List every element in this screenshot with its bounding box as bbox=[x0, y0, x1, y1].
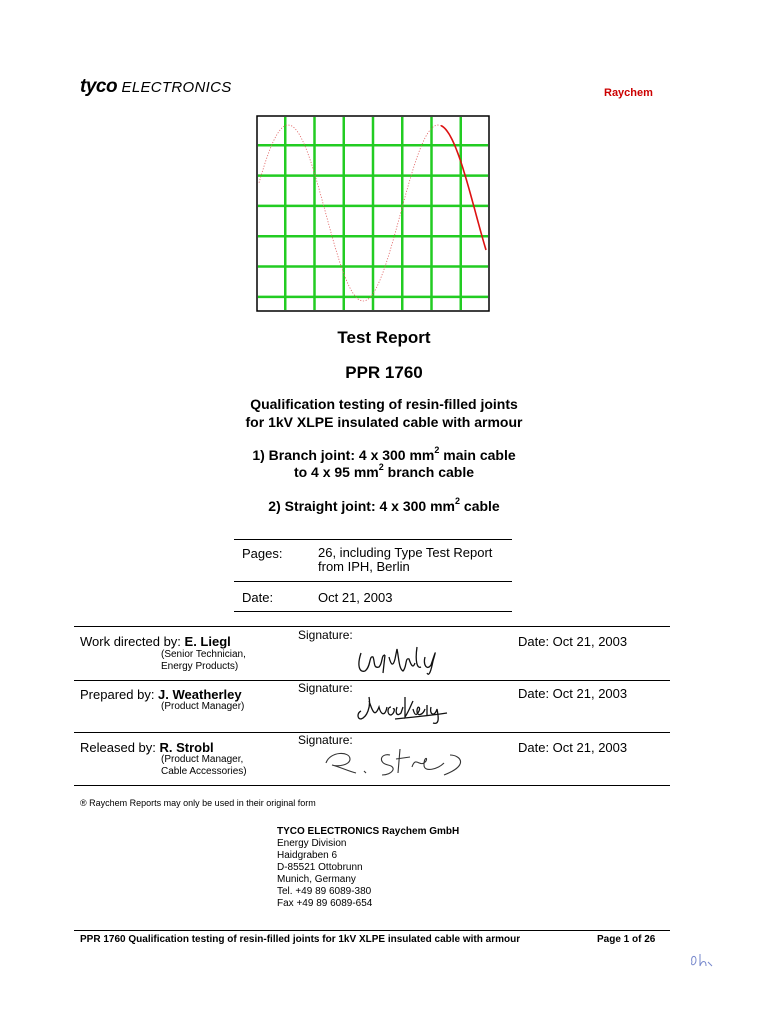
branch-joint-line-1: 1) Branch joint: 4 x 300 $mm^2$ main cable bbox=[252, 445, 516, 463]
date-label: Date: bbox=[242, 590, 274, 605]
approvals-rule-2 bbox=[74, 732, 670, 733]
pages-value: 26, including Type Test Report from IPH, Berlin bbox=[318, 545, 493, 574]
tyco-electronics-logo bbox=[80, 76, 232, 98]
footer-rule bbox=[74, 930, 670, 931]
branch-joint-line-2: to 4 x 95 $mm^2$ branch cable bbox=[293, 462, 475, 480]
date-signed: Date: Oct 21, 2003 bbox=[518, 634, 628, 649]
released-by-title: (Product Manager, Cable Accessories) bbox=[161, 754, 247, 777]
date-signed: Date: Oct 21, 2003 bbox=[518, 686, 628, 701]
prepared-by: Prepared by: J. Weatherley bbox=[80, 687, 242, 702]
company-address: TYCO ELECTRONICS Raychem GmbH Energy Division Haidgraben 6 D-85521 Ottobrunn Munich, Germany Tel. +49 89 6089-380 Fax +49 89 6089-654 bbox=[277, 826, 460, 909]
straight-joint-line: 2) Straight joint: 4 x 300 $mm^2$ cable bbox=[268, 496, 500, 514]
brand-name: tyco bbox=[80, 76, 118, 97]
signature-image-strobl bbox=[320, 745, 470, 779]
date-value: Oct 21, 2003 bbox=[318, 590, 393, 605]
oscilloscope-figure bbox=[256, 115, 490, 312]
signature-label: Signature: bbox=[298, 681, 353, 695]
signature-label: Signature: bbox=[298, 628, 353, 642]
pages-label: Pages: bbox=[242, 546, 283, 561]
work-directed-by: Work directed by: E. Liegl bbox=[80, 634, 231, 649]
info-box-mid-rule bbox=[234, 581, 512, 582]
info-box-top-rule bbox=[234, 539, 512, 540]
approvals-bottom-rule bbox=[74, 785, 670, 786]
signature-image-weatherley bbox=[355, 693, 451, 727]
description-line-1: Qualification testing of resin-filled joints bbox=[250, 396, 518, 412]
page-number: Page 1 of 26 bbox=[597, 934, 656, 945]
company-name: TYCO ELECTRONICS Raychem GmbH bbox=[277, 826, 460, 837]
footer-document-title: PPR 1760 Qualification testing of resin-filled joints for 1kV XLPE insulated cable with armour bbox=[80, 934, 521, 945]
approvals-rule-1 bbox=[74, 680, 670, 681]
signature-label: Signature: bbox=[298, 733, 353, 747]
division-name: ELECTRONICS bbox=[121, 79, 232, 96]
signature-image-liegl bbox=[355, 643, 445, 679]
prepared-by-title: (Product Manager) bbox=[161, 701, 245, 712]
report-title: Test Report bbox=[337, 328, 431, 347]
handwritten-mark bbox=[688, 950, 714, 970]
raychem-brand: Raychem bbox=[604, 87, 653, 99]
copyright-notice: ® Raychem Reports may only be used in their original form bbox=[80, 798, 316, 808]
approvals-top-rule bbox=[74, 626, 670, 627]
description-line-2: for 1kV XLPE insulated cable with armour bbox=[245, 414, 523, 430]
report-number: PPR 1760 bbox=[345, 363, 423, 382]
work-directed-by-title: (Senior Technician, Energy Products) bbox=[161, 649, 246, 672]
info-box-bottom-rule bbox=[234, 611, 512, 612]
released-by: Released by: R. Strobl bbox=[80, 740, 214, 755]
date-signed: Date: Oct 21, 2003 bbox=[518, 740, 628, 755]
